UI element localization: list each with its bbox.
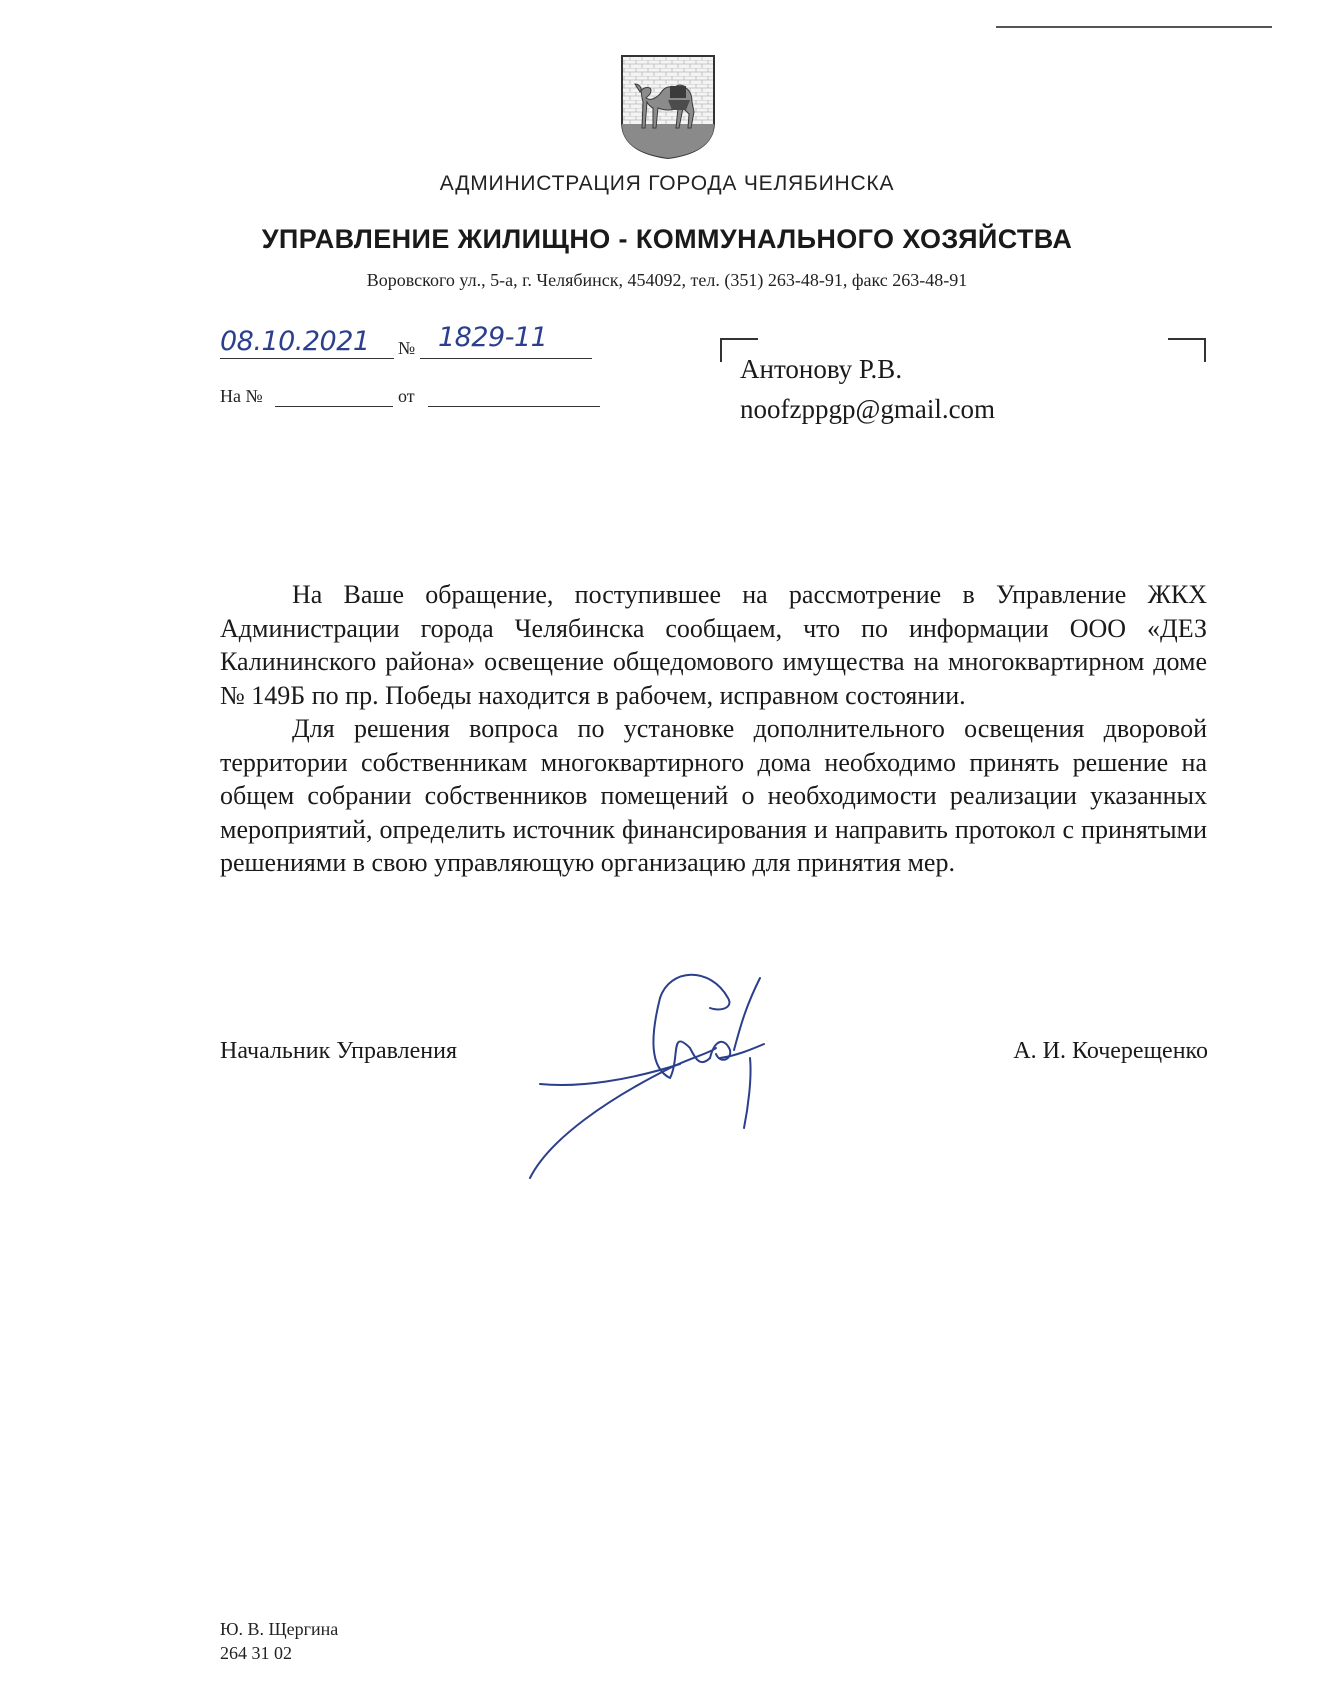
letter-body — [220, 578, 1207, 880]
reply-number-label: На № — [220, 386, 263, 406]
executor-name: Ю. В. Щергина — [220, 1619, 339, 1639]
reply-date-line — [428, 406, 600, 407]
body-paragraph: Для решения вопроса по установке дополнительного освещения дворовой территории собственникам многоквартирного дома необходимо принять решение на общем собрании собственников помещений о необходимости реализации указанных мероприятий, определить источник финансирования и направить протокол с принятыми решениями в свою управляющую организацию для принятия мер. — [220, 714, 1207, 877]
org-name: АДМИНИСТРАЦИЯ ГОРОДА ЧЕЛЯБИНСКА — [439, 172, 895, 195]
address-corner-right — [1168, 338, 1206, 362]
reply-number-line — [275, 406, 393, 407]
signer-position: Начальник Управления — [220, 1038, 457, 1064]
body-paragraph: На Ваше обращение, поступившее на рассмотрение в Управление ЖКХ Администрации города Челябинска сообщаем, что по информации ООО «ДЕЗ Калининского района» освещение общедомового имущества на многоквартирном доме № 149Б по пр. Победы находится в рабочем, исправном состоянии. — [220, 580, 1207, 710]
date-underline — [220, 358, 394, 359]
recipient-email: noofzppgp@gmail.com — [740, 394, 996, 424]
signature-icon — [520, 968, 820, 1184]
letter-date: 08.10.2021 — [220, 326, 370, 357]
crest-icon — [618, 52, 718, 160]
executor-phone: 264 31 02 — [220, 1643, 292, 1663]
signer-name: А. И. Кочерещенко — [1013, 1038, 1208, 1064]
org-address: Воровского ул., 5-а, г. Челябинск, 454092, тел. (351) 263-48-91, факс 263-48-91 — [366, 270, 968, 290]
recipient-name: Антонову Р.В. — [740, 354, 903, 384]
number-label: № — [398, 338, 416, 358]
letter-number: 1829-11 — [438, 322, 548, 353]
reply-from-label: от — [398, 386, 415, 406]
top-rule — [996, 26, 1272, 28]
number-underline — [420, 358, 592, 359]
department-name: УПРАВЛЕНИЕ ЖИЛИЩНО - КОММУНАЛЬНОГО ХОЗЯЙСТВА — [261, 224, 1073, 254]
